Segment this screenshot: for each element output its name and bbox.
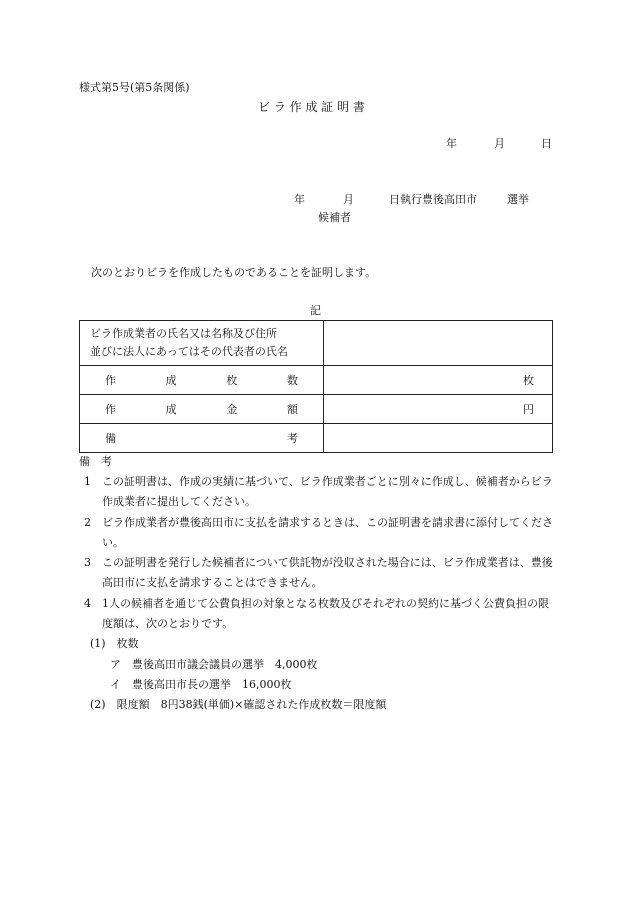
list-item [84, 594, 556, 635]
contractor-value[interactable] [324, 321, 553, 366]
table-row [80, 424, 553, 453]
note-text: 1人の候補者を通じて公費負担の対象となる枚数及びそれぞれの契約に基づく公費負担の限度額は、次のとおりです。 [102, 596, 549, 631]
election-kind: 選挙 [507, 193, 529, 206]
note-number: 2 [84, 515, 91, 529]
label-char: 成 [165, 403, 177, 416]
election-month: 月 [343, 193, 354, 206]
label-char: 額 [286, 403, 298, 416]
sheet-unit: 枚 [523, 374, 534, 387]
remarks-value[interactable] [324, 424, 553, 453]
statement: 次のとおりビラを作成したものであることを証明します。 [91, 266, 377, 279]
label-char: 考 [287, 432, 298, 445]
ki-label: 記 [310, 304, 321, 317]
table-row [80, 366, 553, 395]
note-text: この証明書を発行した候補者について供託物が没収された場合には、ビラ作成業者は、豊後高田市に支払を請求することはできません。 [102, 556, 553, 590]
table-row [80, 321, 553, 366]
table-row [80, 395, 553, 424]
amount-label [80, 395, 324, 424]
note-text: ビラ作成業者が豊後高田市に支払を請求するときは、この証明書を請求書に添付してください。 [102, 515, 553, 549]
label-char: 数 [286, 374, 298, 387]
date-month: 月 [494, 137, 505, 150]
certificate-table [79, 320, 553, 453]
date-day: 日 [541, 137, 552, 150]
notes-list [84, 472, 556, 716]
page-title: ビ ラ 作 成 証 明 書 [258, 100, 365, 114]
note-number: 4 [84, 596, 91, 610]
list-item [84, 513, 556, 554]
sub-item-limit: (2) 限度額 8円38銭(単価)×確認された作成枚数＝限度額 [90, 698, 387, 712]
amount-value[interactable] [324, 395, 553, 424]
label-char: 作 [105, 403, 116, 416]
label-char: 金 [226, 403, 238, 416]
form-number: 様式第5号(第5条関係) [79, 81, 190, 94]
note-number: 1 [84, 475, 91, 488]
list-item [84, 553, 556, 594]
election-year: 年 [294, 193, 305, 206]
count-item: イ 豊後高田市長の選挙 16,000枚 [110, 677, 292, 691]
note-number: 3 [84, 556, 91, 570]
note-text: この証明書は、作成の実績に基づいて、ビラ作成業者ごとに別々に作成し、候補者からビラ作成業者に提出してください。 [102, 475, 553, 509]
count-item: ア 豊後高田市議会議員の選挙 4,000枚 [110, 657, 318, 671]
sheet-count-value[interactable] [324, 366, 553, 395]
sub-item-count: (1) 枚数 [90, 637, 139, 651]
election-text: 日執行豊後高田市 [389, 193, 477, 206]
contractor-label [80, 321, 324, 366]
list-item [84, 472, 556, 513]
sheet-count-label [80, 366, 324, 395]
label-char: 成 [165, 374, 177, 387]
remarks-label [80, 424, 324, 453]
notes-heading: 備 考 [79, 455, 112, 468]
date-year: 年 [446, 137, 457, 150]
candidate-label: 候補者 [318, 211, 351, 224]
label-char: 枚 [226, 374, 238, 387]
contractor-label-line1: ビラ作成業者の氏名又は名称及び住所 [90, 327, 277, 340]
label-char: 備 [105, 432, 116, 445]
contractor-label-line2: 並びに法人にあってはその代表者の氏名 [90, 345, 288, 358]
amount-unit: 円 [523, 403, 534, 416]
label-char: 作 [105, 374, 116, 387]
